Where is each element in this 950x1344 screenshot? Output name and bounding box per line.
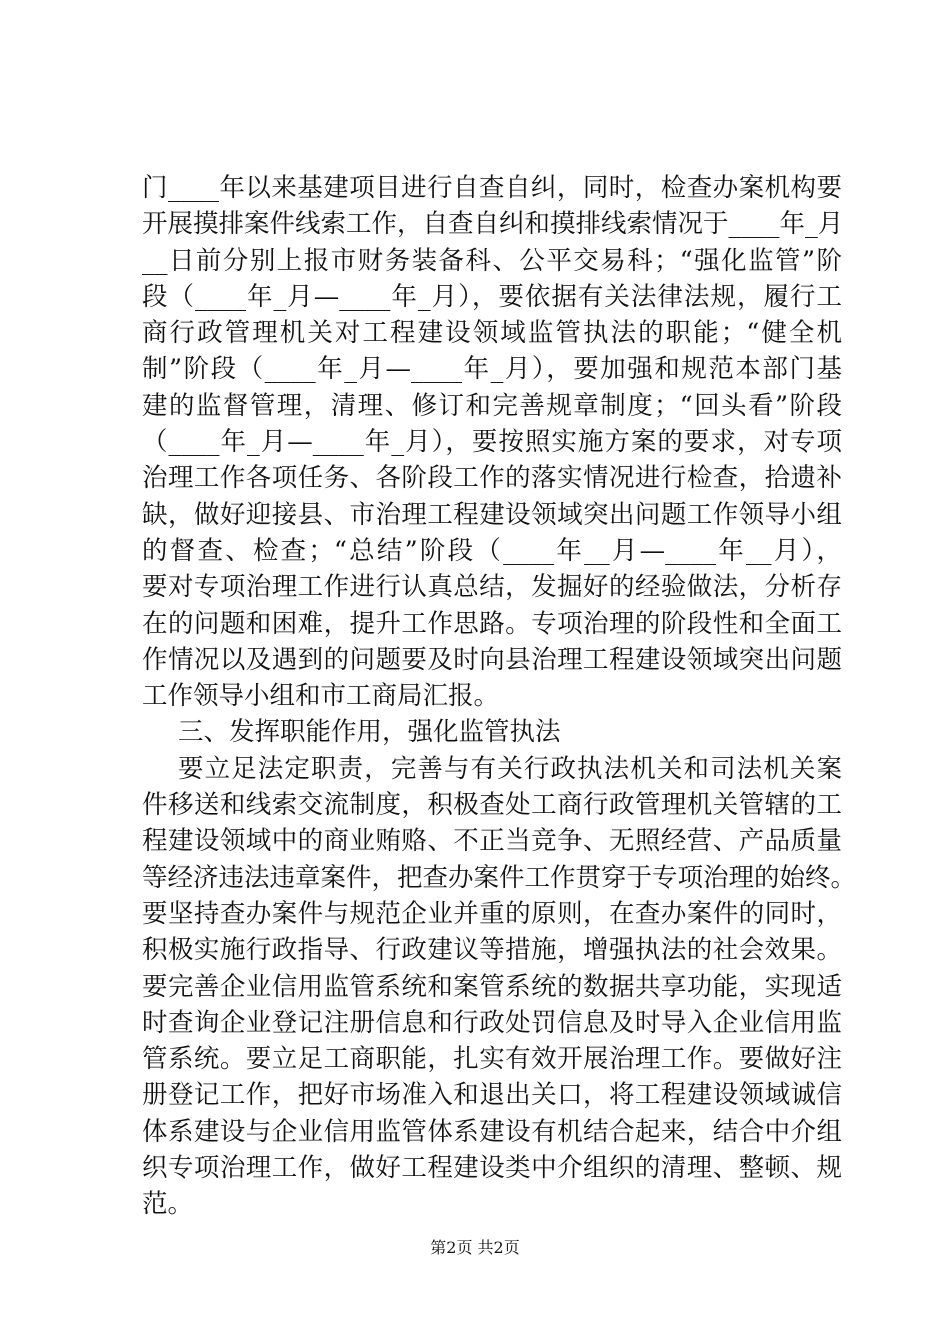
text-line: __日前分别上报市财务装备科、公平交易科；“强化监管”阶 bbox=[142, 245, 842, 276]
text-line: 要对专项治理工作进行认真总结，发掘好的经验做法，分析存 bbox=[142, 572, 842, 603]
text-line: 段（____年_月—____年_月），要依据有关法律法规，履行工 bbox=[142, 281, 842, 312]
text-line: 要坚持查办案件与规范企业并重的原则，在查办案件的同时， bbox=[142, 898, 842, 929]
text-line: 体系建设与企业信用监管体系建设有机结合起来，结合中介组 bbox=[142, 1116, 842, 1147]
text-line: 积极实施行政指导、行政建议等措施，增强执法的社会效果。 bbox=[142, 935, 842, 966]
text-line: 程建设领域中的商业贿赂、不正当竞争、无照经营、产品质量 bbox=[142, 826, 842, 857]
section-heading: 三、发挥职能作用，强化监管执法 bbox=[178, 717, 561, 748]
page-footer: 第2页 共2页 bbox=[430, 1238, 520, 1257]
text-line: 门____年以来基建项目进行自查自纠，同时，检查办案机构要 bbox=[142, 173, 842, 203]
text-line: 工作领导小组和市工商局汇报。 bbox=[142, 681, 500, 712]
document-body bbox=[142, 170, 857, 1223]
text-line: 册登记工作，把好市场准入和退出关口，将工程建设领域诚信 bbox=[142, 1080, 842, 1111]
text-line: 治理工作各项任务、各阶段工作的落实情况进行检查，拾遗补 bbox=[142, 463, 842, 494]
text-line: 缺，做好迎接县、市治理工程建设领域突出问题工作领导小组 bbox=[142, 499, 842, 530]
text-line: 等经济违法违章案件，把查办案件工作贯穿于专项治理的始终。 bbox=[142, 862, 857, 893]
text-line: 商行政管理机关对工程建设领域监管执法的职能；“健全机 bbox=[142, 318, 842, 349]
text-line: 时查询企业登记注册信息和行政处罚信息及时导入企业信用监 bbox=[142, 1007, 842, 1038]
text-line: 范。 bbox=[142, 1189, 194, 1220]
text-line: 的督查、检查；“总结”阶段（____年__月—____年__月）， bbox=[142, 535, 842, 566]
text-line: 要立足法定职责，完善与有关行政执法机关和司法机关案 bbox=[178, 753, 842, 784]
text-line: 制”阶段（____年_月—____年_月），要加强和规范本部门基 bbox=[142, 354, 842, 385]
text-line: 要完善企业信用监管系统和案管系统的数据共享功能，实现适 bbox=[142, 971, 842, 1002]
text-line: 开展摸排案件线索工作，自查自纠和摸排线索情况于____年_月 bbox=[142, 209, 844, 240]
text-line: 管系统。要立足工商职能，扎实有效开展治理工作。要做好注 bbox=[142, 1044, 842, 1075]
text-line: 件移送和线索交流制度，积极查处工商行政管理机关管辖的工 bbox=[142, 790, 842, 821]
text-line: （____年_月—____年_月），要按照实施方案的要求，对专项 bbox=[142, 427, 842, 458]
text-line: 在的问题和困难，提升工作思路。专项治理的阶段性和全面工 bbox=[142, 608, 842, 639]
text-line: 织专项治理工作，做好工程建设类中介组织的清理、整顿、规 bbox=[142, 1153, 842, 1184]
text-line: 建的监督管理，清理、修订和完善规章制度；“回头看”阶段 bbox=[142, 390, 842, 421]
text-line: 作情况以及遇到的问题要及时向县治理工程建设领域突出问题 bbox=[142, 644, 842, 675]
